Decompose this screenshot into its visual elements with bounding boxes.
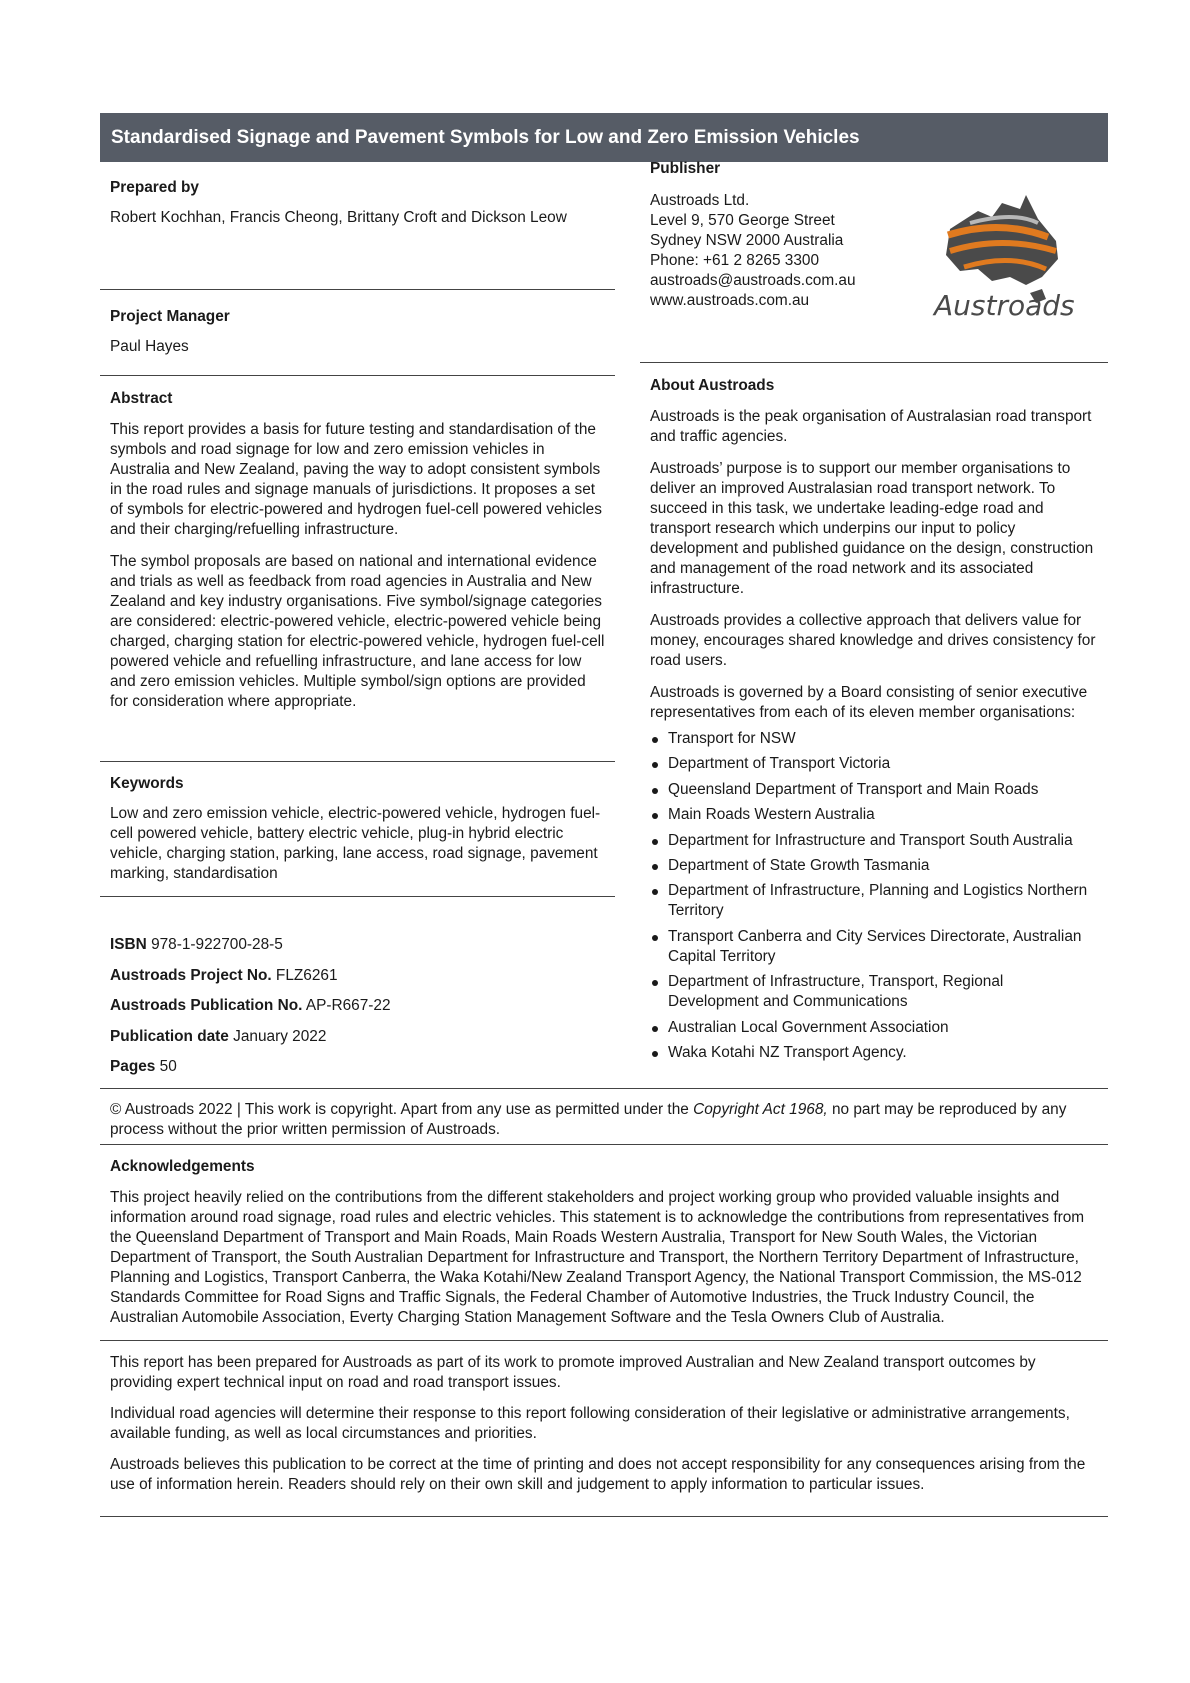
keywords-list: Low and zero emission vehicle, electric-powered vehicle, hydrogen fuel-cell powered vehicle, battery electric vehicle, plug-in hybrid electric vehicle, charging station, parking, lane access, road signage, pavement marking, standardisation [110,805,601,882]
prepared-by-heading: Prepared by [110,179,199,196]
acknowledgements-heading: Acknowledgements [110,1157,255,1175]
divider [100,1516,1108,1517]
about-paragraph: Austroads is the peak organisation of Australasian road transport and traffic agencies. [650,408,1092,445]
publisher-line: Level 9, 570 George Street [650,212,835,229]
member-item: Transport for NSW [650,729,1098,749]
publication-no-value: AP-R667-22 [305,997,391,1015]
member-item: Department of Infrastructure, Transport, Regional Development and Communications [650,972,1098,1012]
acknowledgements-section [100,1145,1108,1340]
austroads-logo [930,189,1080,319]
acknowledgements-text: This project heavily relied on the contributions from the different stakeholders and project working group who provided valuable insights and information around road signage, road rules and electric vehicles. This statement is to acknowledge the contributions from representatives from the Queensland Department of Transport and Main Roads, Main Roads Western Australia, Transport for New South Wales, the Victorian Department of Transport, the South Australian Department for Infrastructure and Transport, the Northern Territory Department of Infrastructure, Planning and Logistics, Transport Canberra, the Waka Kotahi/New Zealand Transport Agency, the National Transport Commission, the MS-012 Standards Committee for Road Signs and Traffic Signals, the Federal Chamber of Automotive Industries, the Truck Industry Council, the Australian Automobile Association, Everty Charging Station Management Software and the Tesla Owners Club of Australia. [110,1188,1085,1326]
note-paragraph: Austroads believes this publication to be correct at the time of printing and does not accept responsibility for any consequences arising from the use of information herein. Readers should rely on their own skill and judgement to apply information to particular issues. [110,1455,1086,1493]
member-item: Queensland Department of Transport and Main Roads [650,780,1098,800]
member-item: Department for Infrastructure and Transport South Australia [650,831,1098,851]
copyright-notice [100,1089,1108,1144]
about-section [640,363,1108,1063]
member-item: Main Roads Western Australia [650,805,1098,825]
publisher-phone: Phone: +61 2 8265 3300 [650,252,820,269]
publisher-website: www.austroads.com.au [650,292,810,309]
member-item: Department of Transport Victoria [650,754,1098,774]
abstract-section [100,376,615,762]
keywords-section [100,762,615,897]
abstract-paragraph: The symbol proposals are based on national and international evidence and trials as well as feedback from road agencies in Australia and New Zealand and key industry organisations. Five symbol/signage categories are considered: electric-powered vehicle, electric-powered vehicle being charged, charging station for electric-powered vehicle, hydrogen fuel-cell powered vehicle and refuelling infrastructure, and lane access for low and zero emission vehicles. Multiple symbol/sign options are provided for consideration where appropriate. [110,553,605,710]
publication-date-label: Publication date [110,1027,229,1045]
prepared-by-section [100,162,615,290]
project-manager-heading: Project Manager [110,308,230,325]
note-paragraph: This report has been prepared for Austroads as part of its work to promote improved Australian and New Zealand transport outcomes by providing expert technical input on road and road transport issues. [110,1353,1036,1391]
member-item: Department of State Growth Tasmania [650,856,1098,876]
publication-metadata [100,897,615,1077]
two-column-grid [100,162,1108,1088]
left-column [100,162,640,1088]
abstract-paragraph: This report provides a basis for future testing and standardisation of the symbols and road signage for low and zero emission vehicles in Australia and New Zealand, paving the way to adopt consistent symbols in the road rules and signage manuals of jurisdictions. It proposes a set of symbols for electric-powered and hydrogen fuel-cell powered vehicles and their charging/refuelling infrastructure. [110,421,602,538]
publisher-heading: Publisher [650,160,721,177]
copyright-text: no part may be reproduced by any process without the prior written permission of Austroads. [110,1100,1067,1138]
about-paragraph: Austroads is governed by a Board consisting of senior executive representatives from each of its eleven member organisations: [650,684,1088,721]
about-heading: About Austroads [650,377,775,394]
abstract-heading: Abstract [110,390,173,407]
copyright-act: Copyright Act 1968, [693,1100,828,1118]
disclaimer-notes [100,1341,1108,1516]
isbn-label: ISBN [110,936,147,953]
member-list [650,729,1098,1063]
keywords-heading: Keywords [110,775,184,792]
member-item: Department of Infrastructure, Planning and Logistics Northern Territory [650,881,1098,921]
project-no-label: Austroads Project No. [110,966,272,984]
publisher-section [640,149,1108,363]
project-no-value: FLZ6261 [275,966,338,984]
publisher-line: Austroads Ltd. [650,192,750,209]
publication-no-label: Austroads Publication No. [110,997,303,1015]
isbn-row [110,935,605,955]
project-manager-name: Paul Hayes [110,338,189,355]
copyright-text: © Austroads 2022 | This work is copyright. Apart from any use as permitted under the [110,1100,694,1118]
right-column [640,162,1108,1088]
member-item: Australian Local Government Association [650,1018,1098,1038]
project-no-row [110,966,605,986]
publication-date-row [110,1027,605,1047]
project-manager-section [100,290,615,376]
publication-date-value: January 2022 [233,1027,327,1045]
about-paragraph: Austroads’ purpose is to support our member organisations to deliver an improved Australasian road transport network. To succeed in this task, we undertake leading-edge road and transport research which underpins our input to policy development and published guidance on the design, construction and management of the road network and its associated infrastructure. [650,460,1094,597]
publication-no-row [110,996,605,1016]
publisher-line: Sydney NSW 2000 Australia [650,232,844,249]
report-title-banner: Standardised Signage and Pavement Symbols for Low and Zero Emission Vehicles [100,113,1108,162]
member-item: Waka Kotahi NZ Transport Agency. [650,1043,1098,1063]
about-paragraph: Austroads provides a collective approach that delivers value for money, encourages shared knowledge and drives consistency for road users. [650,612,1096,669]
pages-label: Pages [110,1058,156,1076]
member-item: Transport Canberra and City Services Directorate, Australian Capital Territory [650,927,1098,967]
note-paragraph: Individual road agencies will determine their response to this report following consideration of their legislative or administrative arrangements, available funding, as well as local circumstances and priorities. [110,1404,1070,1442]
publisher-email: austroads@austroads.com.au [650,272,856,289]
pages-row [110,1057,605,1077]
isbn-value: 978-1-922700-28-5 [151,936,283,953]
prepared-by-authors: Robert Kochhan, Francis Cheong, Brittany Croft and Dickson Leow [110,209,567,226]
pages-value: 50 [159,1058,177,1076]
logo-wordmark: Austroads [934,289,1075,319]
report-details-page [100,113,1108,1517]
